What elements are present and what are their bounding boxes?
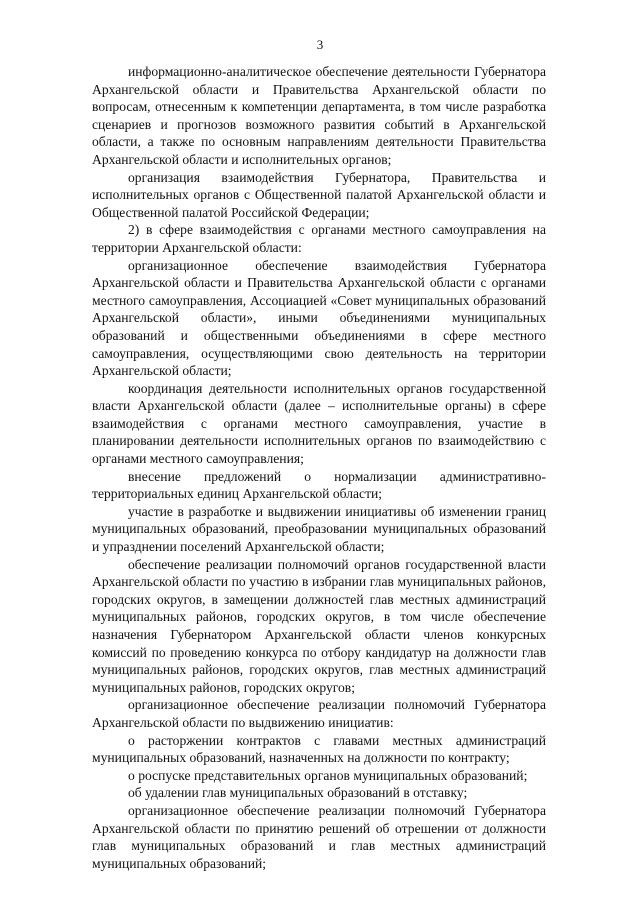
paragraph-section-2-heading: 2) в сфере взаимодействия с органами местного самоуправления на территории Архангельской области: [92,222,546,255]
paragraph-info-support: информационно-аналитическое обеспечение деятельности Губернатора Архангельской области и Правительства Архангельской области по вопросам, отнесенным к компетенции департамента, в том числе разработка сценариев и прогнозов возможного развития событий в Архангельской области, а также по основным направлениям деятельности Правительства Архангельской области и исполнительных органов; [92,64,546,167]
paragraph-dissolution: о роспуске представительных органов муниципальных образований; [128,767,528,783]
page-number: 3 [316,37,324,52]
paragraph-normalization: внесение предложений о нормализации административно-территориальных единиц Архангельской области; [92,468,546,502]
paragraph-initiatives: организационное обеспечение реализации полномочий Губернатора Архангельской области по выдвижению инициатив: [92,697,546,730]
paragraph-organizational-support: организационное обеспечение взаимодействия Губернатора Архангельской области и Правительства Архангельской области с органами местного самоуправления, Ассоциацией «Совет муниципальных образований Архангельской области», иными объединениями муниципальных образований и общественными объединениями в сфере местного самоуправления, осуществляющими свою деятельность на территории Архангельской области; [92,257,546,379]
paragraph-coordination: координация деятельности исполнительных органов государственной власти Архангельской области (далее – исполнительные органы) в сфере взаимодействия с органами местного самоуправления, участие в планировании деятельности исполнительных органов по взаимодействию с органами местного самоуправления; [92,380,546,467]
paragraph-boundaries: участие в разработке и выдвижении инициативы об изменении границ муниципальных образований, преобразовании муниципальных образований и упразднении поселений Архангельской области; [92,503,546,555]
paragraph-election-support: обеспечение реализации полномочий органов государственной власти Архангельской области по участию в избрании глав муниципальных районов, городских округов, в замещении должностей глав местных администраций муниципальных районов, городских округов, в том числе обеспечение назначения Губернатором Архангельской области членов конкурсных комиссий по проведению конкурса по отбору кандидатур на должности глав муниципальных районов, городских округов, глав местных администраций муниципальных районов, городских округов; [92,556,546,695]
paragraph-public-chamber: организация взаимодействия Губернатора, Правительства и исполнительных органов с Общественной палатой Архангельской области и Общественной палатой Российской Федерации; [92,169,546,220]
paragraph-contract-termination: о расторжении контрактов с главами местных администраций муниципальных образований, назначенных на должности по контракту; [92,732,546,766]
document-body [92,63,546,872]
paragraph-removal: об удалении глав муниципальных образований в отставку; [128,785,468,801]
paragraph-dismissal: организационное обеспечение реализации полномочий Губернатора Архангельской области по принятию решений об отрешении от должности глав муниципальных образований и глав местных администраций муниципальных образований; [92,802,546,871]
